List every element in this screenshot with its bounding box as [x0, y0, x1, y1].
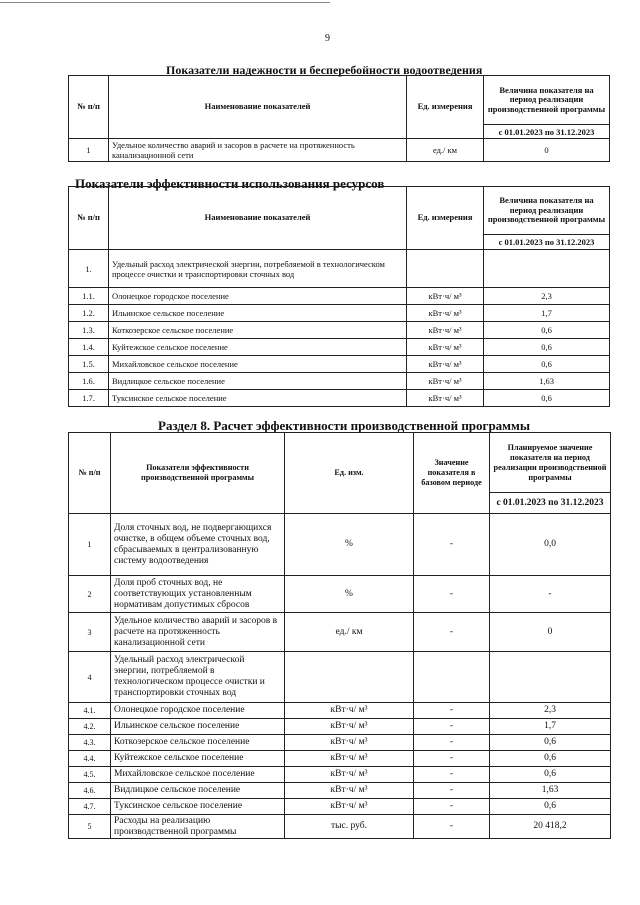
- row-num: 1.6.: [69, 373, 109, 390]
- row-num: 3: [69, 613, 111, 652]
- period-header: с 01.01.2023 по 31.12.2023: [490, 493, 611, 514]
- row-name: Доля сточных вод, не подвергающихся очистке, в общем объеме сточных вод, сбрасываемых в централизованную систему водоотведения: [111, 514, 285, 576]
- row-name: Удельное количество аварий и засоров в расчете на протяженность канализационной сети: [111, 613, 285, 652]
- row-base: -: [414, 735, 490, 751]
- row-num: 1: [69, 514, 111, 576]
- row-unit: [407, 250, 484, 288]
- row-base: -: [414, 783, 490, 799]
- row-num: 4.5.: [69, 767, 111, 783]
- row-name: Туксинское сельское поселение: [111, 799, 285, 815]
- row-name: Доля проб сточных вод, не соответствующих установленным нормативам допустимых сбросов: [111, 576, 285, 613]
- row-num: 1.2.: [69, 305, 109, 322]
- reliability-table: [68, 75, 610, 162]
- row-name: Михайловское сельское поселение: [111, 767, 285, 783]
- top-rule: [0, 2, 330, 3]
- row-value: 0: [484, 139, 610, 162]
- row-value: 0,6: [484, 390, 610, 407]
- row-value: 2,3: [484, 288, 610, 305]
- row-unit: кВт·ч/ м³: [285, 783, 414, 799]
- row-value: -: [490, 576, 611, 613]
- row-value: 0,6: [484, 339, 610, 356]
- row-value: 0,6: [484, 356, 610, 373]
- row-unit: кВт·ч/ м³: [407, 288, 484, 305]
- resource-efficiency-table: [68, 186, 610, 407]
- period-header: с 01.01.2023 по 31.12.2023: [484, 125, 610, 139]
- row-unit: кВт·ч/ м³: [285, 719, 414, 735]
- row-name: Удельное количество аварий и засоров в расчете на протяженность канализационной сети: [109, 139, 407, 162]
- row-unit: кВт·ч/ м³: [285, 799, 414, 815]
- col-num-header: № п/п: [69, 76, 109, 139]
- row-num: 4.1.: [69, 703, 111, 719]
- row-num: 1.7.: [69, 390, 109, 407]
- row-unit: кВт·ч/ м³: [285, 767, 414, 783]
- row-num: 1.5.: [69, 356, 109, 373]
- col-name-header: Наименование показателей: [109, 187, 407, 250]
- row-name: Расходы на реализацию производственной программы: [111, 815, 285, 839]
- row-name: Туксинское сельское поселение: [109, 390, 407, 407]
- row-unit: кВт·ч/ м³: [407, 390, 484, 407]
- row-name: Михайловское сельское поселение: [109, 356, 407, 373]
- row-value: 1,7: [490, 719, 611, 735]
- period-header: с 01.01.2023 по 31.12.2023: [484, 235, 610, 250]
- row-num: 1.1.: [69, 288, 109, 305]
- row-value: 0,6: [484, 322, 610, 339]
- row-base: -: [414, 751, 490, 767]
- row-name: Удельный расход электрической энергии, потребляемой в технологическом процессе очистки и транспортировки сточных вод: [109, 250, 407, 288]
- row-num: 1.3.: [69, 322, 109, 339]
- row-name: Коткозерское сельское поселение: [111, 735, 285, 751]
- row-num: 4.3.: [69, 735, 111, 751]
- section2-title: Показатели эффективности использования ресурсов: [75, 176, 385, 191]
- row-base: -: [414, 703, 490, 719]
- row-unit: %: [285, 514, 414, 576]
- row-base: -: [414, 613, 490, 652]
- row-num: 1.4.: [69, 339, 109, 356]
- row-value: 0,0: [490, 514, 611, 576]
- row-unit: кВт·ч/ м³: [407, 356, 484, 373]
- row-unit: кВт·ч/ м³: [285, 703, 414, 719]
- col-num-header: № п/п: [69, 187, 109, 250]
- row-value: 0,6: [490, 799, 611, 815]
- col-unit-header: Ед. измерения: [407, 76, 484, 139]
- row-num: 5: [69, 815, 111, 839]
- row-value: 20 418,2: [490, 815, 611, 839]
- row-name: Куйтежское сельское поселение: [111, 751, 285, 767]
- row-value: 0,6: [490, 767, 611, 783]
- row-num: 1.: [69, 250, 109, 288]
- page-number: 9: [325, 33, 330, 44]
- row-name: Олонецкое городское поселение: [109, 288, 407, 305]
- row-name: Удельный расход электрической энергии, потребляемой в технологическом процессе очистки и транспортировки сточных вод: [111, 652, 285, 703]
- row-name: Видлицкое сельское поселение: [109, 373, 407, 390]
- row-unit: кВт·ч/ м³: [285, 751, 414, 767]
- row-num: 2: [69, 576, 111, 613]
- col-planned-header: Планируемое значение показателя на период реализации производственной программы: [490, 433, 611, 493]
- row-name: Ильинское сельское поселение: [109, 305, 407, 322]
- row-base: -: [414, 576, 490, 613]
- col-unit-header: Ед. изм.: [285, 433, 414, 514]
- section1-title: Показатели надежности и бесперебойности водоотведения: [166, 63, 483, 77]
- row-num: 4.6.: [69, 783, 111, 799]
- row-unit: кВт·ч/ м³: [285, 735, 414, 751]
- row-value: 0,6: [490, 751, 611, 767]
- row-value: [484, 250, 610, 288]
- program-efficiency-table: [68, 432, 611, 839]
- row-unit: [285, 652, 414, 703]
- row-value: [490, 652, 611, 703]
- row-name: Куйтежское сельское поселение: [109, 339, 407, 356]
- row-value: 1,63: [484, 373, 610, 390]
- row-name: Коткозерское сельское поселение: [109, 322, 407, 339]
- row-value: 2,3: [490, 703, 611, 719]
- col-value-header: Величина показателя на период реализации производственной программы: [484, 187, 610, 235]
- col-num-header: № п/п: [69, 433, 111, 514]
- row-unit: кВт·ч/ м³: [407, 339, 484, 356]
- row-unit: ед./ км: [285, 613, 414, 652]
- col-name-header: Наименование показателей: [109, 76, 407, 139]
- row-base: -: [414, 514, 490, 576]
- section3-title: Раздел 8. Расчет эффективности производственной программы: [158, 418, 531, 433]
- row-value: 1,63: [490, 783, 611, 799]
- row-base: -: [414, 719, 490, 735]
- row-unit: кВт·ч/ м³: [407, 305, 484, 322]
- row-unit: тыс. руб.: [285, 815, 414, 839]
- col-value-header: Величина показателя на период реализации производственной программы: [484, 76, 610, 125]
- row-name: Ильинское сельское поселение: [111, 719, 285, 735]
- row-unit: %: [285, 576, 414, 613]
- row-num: 4.7.: [69, 799, 111, 815]
- row-num: 4: [69, 652, 111, 703]
- col-unit-header: Ед. измерения: [407, 187, 484, 250]
- row-unit: кВт·ч/ м³: [407, 322, 484, 339]
- col-name-header: Показатели эффективности производственной программы: [111, 433, 285, 514]
- row-value: 0,6: [490, 735, 611, 751]
- row-value: 1,7: [484, 305, 610, 322]
- row-base: -: [414, 767, 490, 783]
- row-name: Видлицкое сельское поселение: [111, 783, 285, 799]
- row-unit: кВт·ч/ м³: [407, 373, 484, 390]
- row-base: -: [414, 799, 490, 815]
- row-base: [414, 652, 490, 703]
- row-value: 0: [490, 613, 611, 652]
- row-num: 1: [69, 139, 109, 162]
- row-num: 4.2.: [69, 719, 111, 735]
- row-num: 4.4.: [69, 751, 111, 767]
- row-unit: ед./ км: [407, 139, 484, 162]
- row-name: Олонецкое городское поселение: [111, 703, 285, 719]
- row-base: -: [414, 815, 490, 839]
- col-base-header: Значение показателя в базовом периоде: [414, 433, 490, 514]
